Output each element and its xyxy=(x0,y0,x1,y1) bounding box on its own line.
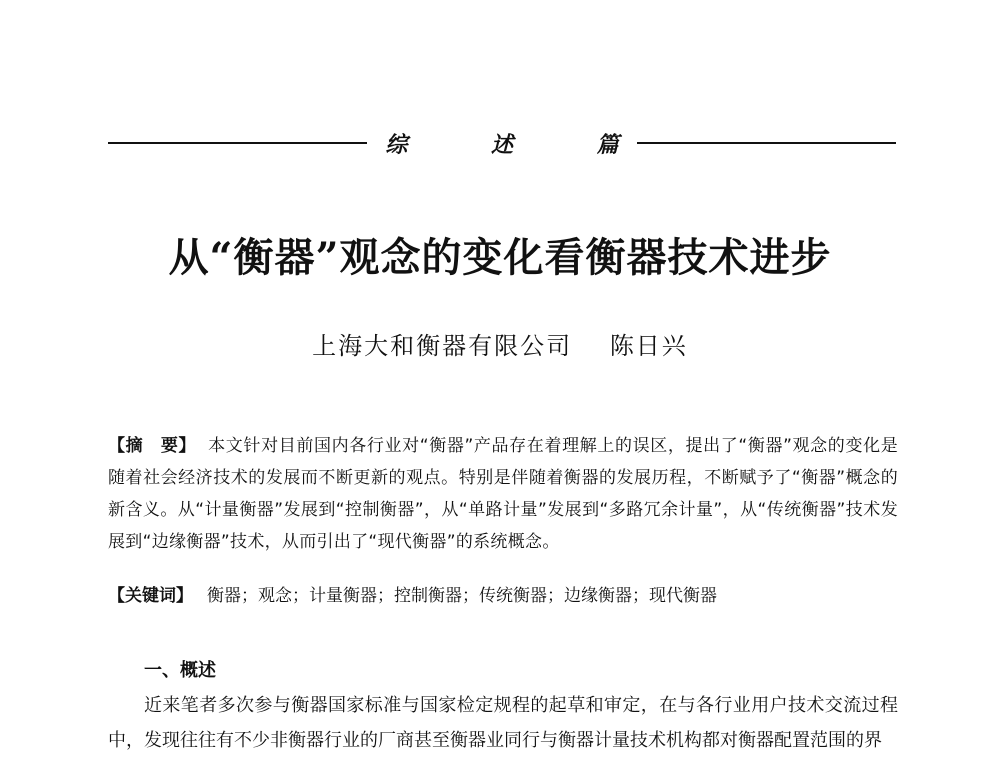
organization: 上海大和衡器有限公司 xyxy=(312,332,573,360)
section-body: 近来笔者多次参与衡器国家标准与国家检定规程的起草和审定，在与各行业用户技术交流过程中，发现往往有不少非衡器行业的厂商甚至衡器业同行与衡器计量技术机构都对衡器配置范围的界 xyxy=(108,695,898,751)
header-rule-left xyxy=(108,142,367,144)
abstract-text: 本文针对目前国内各行业对“衡器”产品存在着理解上的误区，提出了“衡器”观念的变化是随着社会经济技术的发展而不断更新的观点。特别是伴随着衡器的发展历程，不断赋予了“衡器”概念的新含义。从“计量衡器”发展到“控制衡器”，从“单路计量”发展到“多路冗余计量”，从“传统衡器”技术发展到“边缘衡器”技术，从而引出了“现代衡器”的系统概念。 xyxy=(108,436,899,552)
abstract xyxy=(108,430,898,558)
keywords-tag: 【关键词】 xyxy=(108,586,193,606)
header-rule-right xyxy=(637,142,896,144)
section-heading: 一、概述 xyxy=(144,660,216,681)
abstract-tag: 【摘 要】 xyxy=(108,436,197,456)
byline xyxy=(0,326,1000,361)
keywords xyxy=(108,580,898,612)
author: 陈日兴 xyxy=(609,332,688,360)
article-title: 从“衡器”观念的变化看衡器技术进步 xyxy=(168,234,832,281)
keywords-text: 衡器；观念；计量衡器；控制衡器；传统衡器；边缘衡器；现代衡器 xyxy=(207,586,717,606)
section-label: 综 述 篇 xyxy=(385,131,657,158)
section-header xyxy=(108,128,896,158)
